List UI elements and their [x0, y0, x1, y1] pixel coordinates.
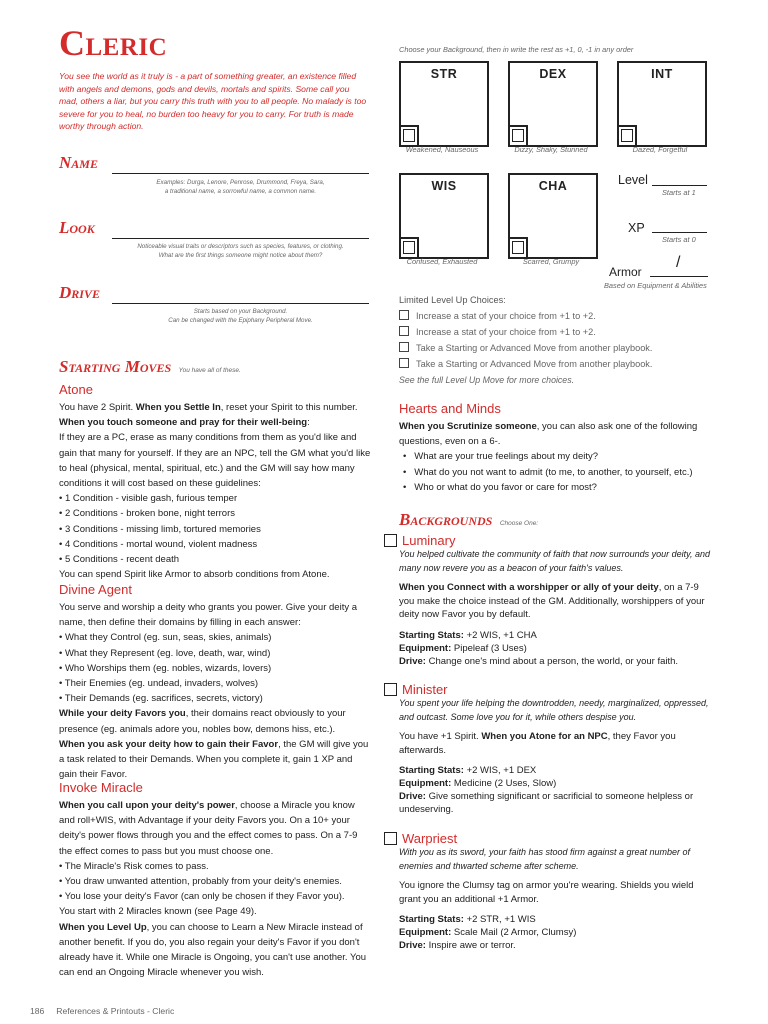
divine-agent-title: Divine Agent — [59, 582, 132, 597]
level-up-title: Limited Level Up Choices: — [399, 295, 506, 305]
armor-label: Armor — [609, 265, 642, 279]
checkbox — [384, 683, 397, 696]
checkbox — [399, 326, 409, 336]
starting-moves-header: Starting Moves You have all of these. — [59, 357, 241, 376]
stat-condition-wis: Confused, Exhausted — [406, 257, 478, 266]
level-hint: Starts at 1 — [662, 188, 696, 197]
list-item: • 5 Conditions - recent death — [59, 554, 180, 566]
look-label: Look — [59, 218, 95, 237]
level-up-choice[interactable]: Increase a stat of your choice from +1 to +2. — [399, 324, 699, 340]
list-item: • You draw unwanted attention, probably from your deity's enemies. — [59, 876, 342, 888]
atone-section: Atone You have 2 Spirit. When you Settle In, reset your Spirit to this number. When you touch someone and pray for their well-being: If they are a PC, erase as many conditions from them as you'd like and gain that many for yourself. If they are an NPC, tell the GM what you'd like to heal (physical, mental, spiritual, etc.) and the GM will say how many conditions it will cost based on these guidelines: • 1 Condition - visible gash, furious temper • 2 Conditions - broken bone, night terrors • 3 Conditions - missing limb, tortured memories • 4 Conditions - mortal wound, violent madness • 5 Conditions - recent death You can spend Spirit like Armor to absorb conditions from Atone. — [59, 382, 371, 581]
invoke-miracle-title: Invoke Miracle — [59, 780, 143, 795]
invoke-miracle-section: Invoke Miracle When you call upon your deity's power, choose a Miracle you know and roll+WIS, with Advantage if your deity Favors you. On a 10+ your deity's power flows through you and the effect comes to pass. On a 7-9 the effect comes to pass but you must choose one. • The Miracle's Risk comes to pass. • You draw unwanted attention, probably from your deity's enemies. • You lose your deity's Favor (can only be chosen if they Favor you). You start with 2 Miracles known (see Page 49). When you Level Up, you can choose to Learn a New Miracle instead of another benefit. If you do, you also regain your deity's Favor if you don't already have it. While one Miracle is Ongoing, you can't use another. You can end an Ongoing Miracle whenever you wish. — [59, 780, 371, 980]
checkbox — [399, 342, 409, 352]
background-warpriest: Warpriest With you as its sword, your faith has stood firm against a great number of enemies and thwarted scheme after scheme. You ignore the Clumsy tag on armor you're wearing. Shields you wield grant you an additional +1 Armor. Starting Stats: +2 STR, +1 WIS Equipment: Scale Mail (2 Armor, Clumsy) Drive: Inspire awe or terror. — [384, 831, 714, 952]
condition-checkbox — [510, 125, 528, 145]
list-item: • 2 Conditions - broken bone, night terrors — [59, 508, 236, 520]
page-footer — [30, 1006, 174, 1016]
list-item: • 4 Conditions - mortal wound, violent madness — [59, 538, 258, 550]
level-field[interactable] — [652, 185, 707, 186]
checkbox — [384, 832, 397, 845]
xp-field[interactable] — [652, 232, 707, 233]
stat-box-str[interactable]: STR — [399, 61, 489, 147]
stat-box-int[interactable]: INT — [617, 61, 707, 147]
list-item: • What do you not want to admit (to me, to another, to yourself, etc.) — [403, 466, 693, 478]
xp-hint: Starts at 0 — [662, 235, 696, 244]
look-hint: Noticeable visual traits or descriptors such as species, features, or clothing. What are the first things someone might notice about them? — [137, 243, 344, 259]
look-field[interactable] — [112, 238, 369, 239]
list-item: • Their Enemies (eg. undead, invaders, wolves) — [59, 678, 259, 690]
footer-text: References & Printouts - Cleric — [56, 1006, 175, 1016]
level-up-choice[interactable]: Take a Starting or Advanced Move from another playbook. — [399, 356, 699, 372]
stat-condition-str: Weakened, Nauseous — [405, 145, 479, 154]
checkbox — [399, 310, 409, 320]
list-item: • Who or what do you favor or care for most? — [403, 481, 597, 493]
xp-label: XP — [628, 221, 645, 235]
hearts-and-minds-section: Hearts and Minds When you Scrutinize someone, you can also ask one of the following questions, even on a 6-. • What are your true feelings about my deity? • What do you not want to admit (to me, to another, to yourself, etc.) • Who or what do you favor or care for most? — [399, 401, 719, 495]
stat-condition-cha: Scarred, Grumpy — [522, 257, 580, 266]
page-title: Cleric — [59, 23, 168, 63]
drive-label: Drive — [59, 283, 100, 302]
list-item: • 3 Conditions - missing limb, tortured memories — [59, 523, 261, 535]
hearts-and-minds-title: Hearts and Minds — [399, 401, 501, 416]
drive-field[interactable] — [112, 303, 369, 304]
level-up-choice[interactable]: Take a Starting or Advanced Move from another playbook. — [399, 340, 699, 356]
condition-checkbox — [401, 125, 419, 145]
list-item: • 1 Condition - visible gash, furious temper — [59, 493, 238, 505]
atone-title: Atone — [59, 382, 93, 397]
name-field[interactable] — [112, 173, 369, 174]
checkbox — [399, 358, 409, 368]
list-item: • What are your true feelings about my deity? — [403, 451, 599, 463]
condition-checkbox — [401, 237, 419, 257]
background-luminary: Luminary You helped cultivate the community of faith that now surrounds your deity, and many now revere you as a beacon of your faith's values. When you Connect with a worshipper or ally of your deity, on a 7-9 you make the choice instead of the GM. Additionally, worshippers of your deity now Favor you by default. Starting Stats: +2 WIS, +1 CHA Equipment: Pipeleaf (3 Uses) Drive: Change one's mind about a person, the world, or your faith. — [384, 533, 714, 668]
armor-field[interactable] — [650, 276, 708, 277]
condition-checkbox — [619, 125, 637, 145]
list-item: • What they Control (eg. sun, seas, skies, animals) — [59, 632, 272, 644]
stat-condition-dex: Dizzy, Shaky, Stunned — [514, 145, 588, 154]
stat-box-wis[interactable]: WIS — [399, 173, 489, 259]
drive-hint: Starts based on your Background. Can be changed with the Epiphany Peripheral Move. — [168, 308, 313, 324]
name-label: Name — [59, 153, 98, 172]
armor-hint: Based on Equipment & Abilities — [604, 281, 707, 290]
background-option[interactable]: Luminary — [384, 533, 714, 548]
armor-slash: / — [676, 254, 681, 271]
level-up-footer: See the full Level Up Move for more choices. — [399, 375, 575, 385]
condition-checkbox — [510, 237, 528, 257]
background-option[interactable]: Warpriest — [384, 831, 714, 846]
backgrounds-header: Backgrounds Choose One: — [399, 510, 539, 529]
page-number: 186 — [30, 1006, 45, 1016]
level-label: Level — [618, 173, 648, 187]
stat-box-dex[interactable]: DEX — [508, 61, 598, 147]
class-intro: You see the world as it truly is - a part of something greater, an existence filled with angels and demons, gods and devils, mortals and spirits. Some call you mad, others a liar, but you carry this truth with you to all people. No malady is too severe for you to heal, no burden too heavy for you to carry. For truth is made worthy through action. — [59, 71, 367, 132]
background-option[interactable]: Minister — [384, 682, 714, 697]
stat-condition-int: Dazed, Forgetful — [632, 145, 688, 154]
list-item: • The Miracle's Risk comes to pass. — [59, 860, 209, 872]
level-up-choices — [399, 292, 699, 388]
list-item: • You lose your deity's Favor (can only be chosen if they Favor you). — [59, 891, 345, 903]
stat-box-cha[interactable]: CHA — [508, 173, 598, 259]
list-item: • Their Demands (eg. sacrifices, secrets, victory) — [59, 693, 263, 705]
checkbox — [384, 534, 397, 547]
stats-instruction: Choose your Background, then in write the rest as +1, 0, -1 in any order — [399, 45, 634, 54]
background-minister: Minister You spent your life helping the downtrodden, needy, marginalized, oppressed, and outcast. Some love you for it, while others despise you. You have +1 Spirit. When you Atone for an NPC, they Favor you afterwards. Starting Stats: +2 WIS, +1 DEX Equipment: Medicine (2 Uses, Slow) Drive: Give something significant or sacrificial to someone helpless or undeserving. — [384, 682, 714, 816]
level-up-choice[interactable]: Increase a stat of your choice from +1 to +2. — [399, 308, 699, 324]
divine-agent-section: Divine Agent You serve and worship a deity who grants you power. Give your deity a name, then define their domains by filling in each answer: • What they Control (eg. sun, seas, skies, animals) • What they Represent (eg. love, death, war, wind) • Who Worships them (eg. nobles, wizards, lovers) • Their Enemies (eg. undead, invaders, wolves) • Their Demands (eg. sacrifices, secrets, victory) While your deity Favors you, their domains react obviously to your presence (eg. animals adore you, nobles bow, demons hiss, etc.). When you ask your deity how to gain their Favor, the GM will give you a task related to their Demands. When you complete it, gain 1 XP and gain their Favor. — [59, 582, 371, 782]
list-item: • Who Worships them (eg. nobles, wizards, lovers) — [59, 662, 272, 674]
name-hint: Examples: Durga, Lenore, Penrose, Drummond, Freya, Sara, a traditional name, a sorrowful name, a common name. — [156, 179, 325, 195]
list-item: • What they Represent (eg. love, death, war, wind) — [59, 647, 271, 659]
